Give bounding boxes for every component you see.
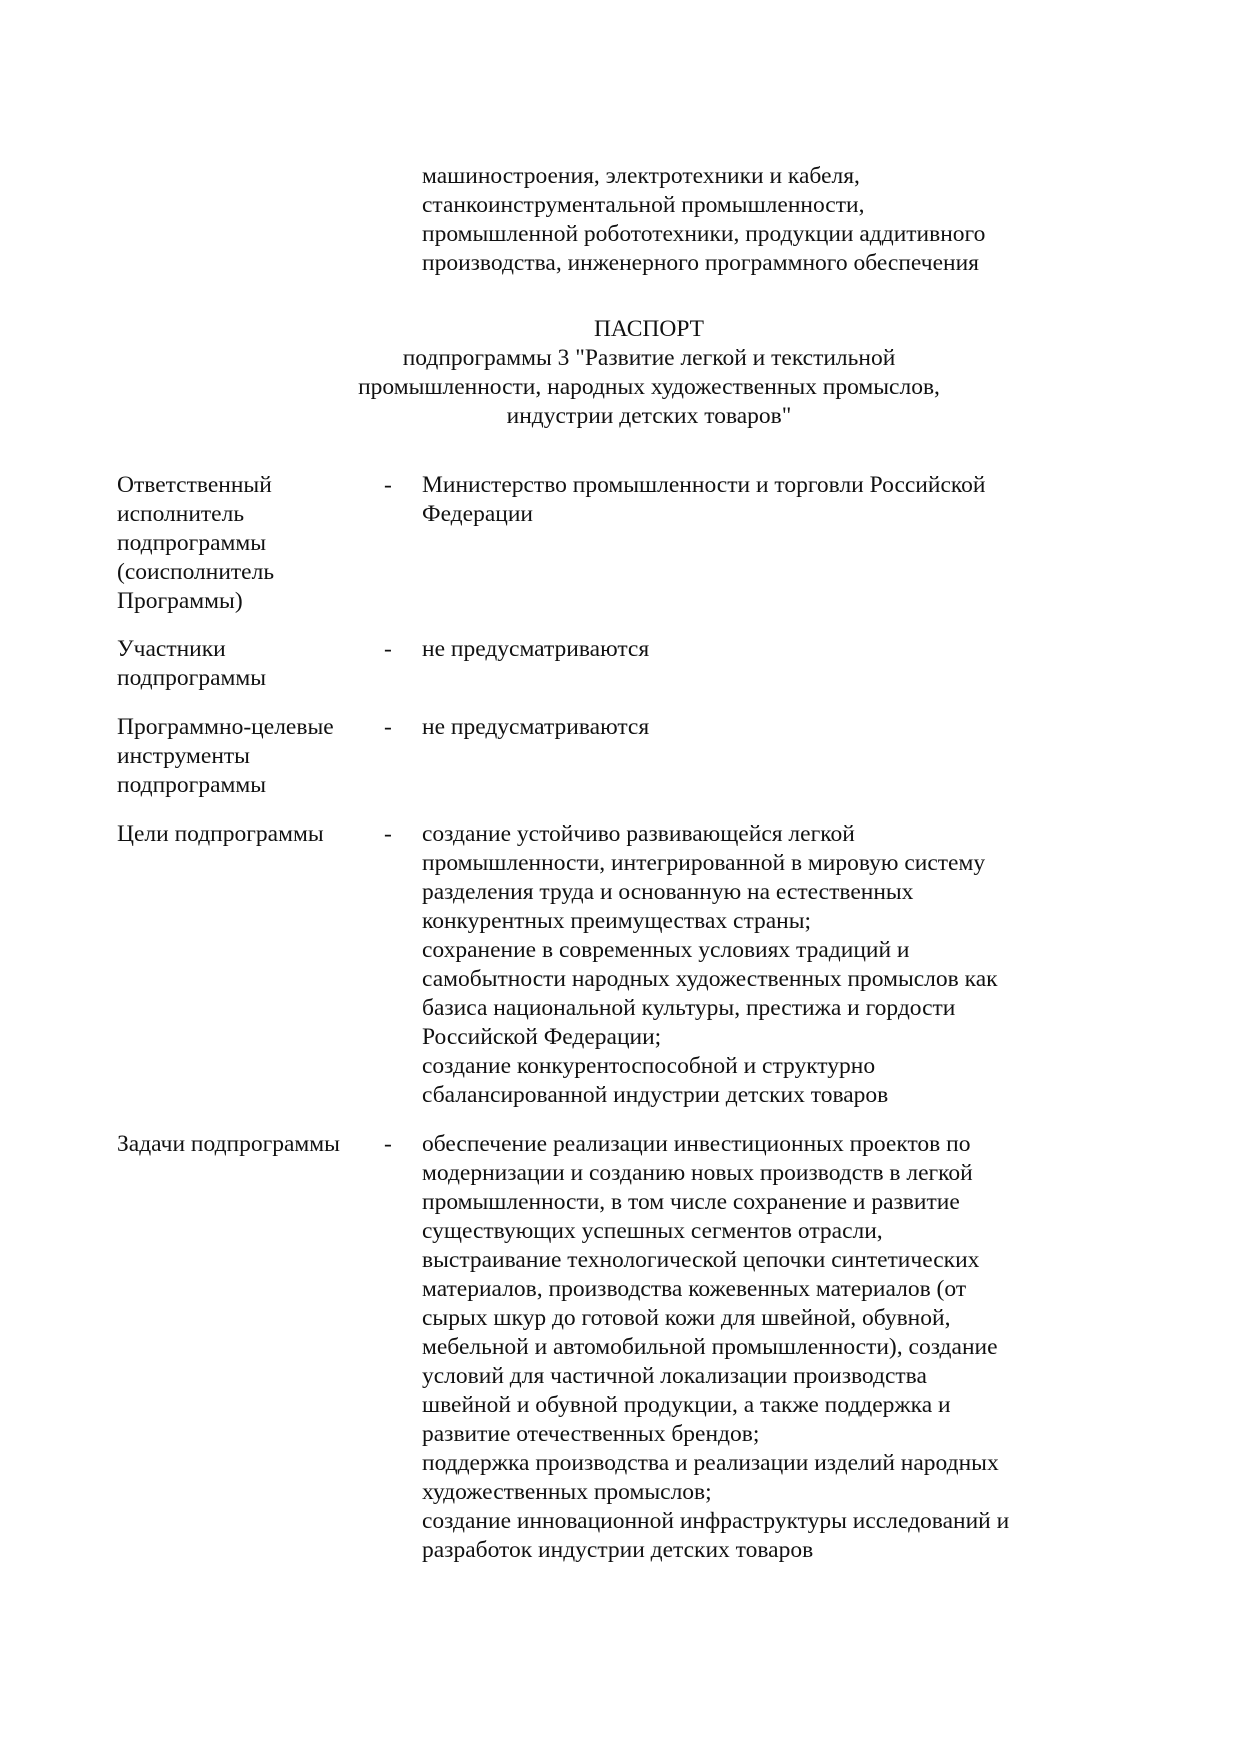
- value-line: создание конкурентоспособной и структурно: [422, 1053, 876, 1079]
- value-line: самобытности народных художественных промыслов как: [422, 966, 998, 992]
- value-line: конкурентных преимуществах страны;: [422, 908, 812, 934]
- value-line: создание инновационной инфраструктуры исследований и: [422, 1508, 1010, 1534]
- value-line: мебельной и автомобильной промышленности), создание: [422, 1334, 998, 1360]
- value-line: разделения труда и основанную на естественных: [422, 879, 914, 905]
- value-line: промышленности, в том числе сохранение и развитие: [422, 1189, 960, 1215]
- row-label: [117, 635, 266, 693]
- label-line: исполнитель: [117, 501, 245, 527]
- dash-separator: -: [384, 1131, 392, 1157]
- subtitle-line: промышленности, народных художественных промыслов,: [358, 374, 940, 400]
- label-line: Ответственный: [117, 472, 272, 498]
- value-line: условий для частичной локализации производства: [422, 1363, 927, 1389]
- intro-line: станкоинструментальной промышленности,: [422, 192, 865, 218]
- value-line: выстраивание технологической цепочки синтетических: [422, 1247, 980, 1273]
- value-line: базиса национальной культуры, престижа и гордости: [422, 995, 956, 1021]
- value-line: швейной и обувной продукции, а также поддержка и: [422, 1392, 951, 1418]
- value-line: обеспечение реализации инвестиционных проектов по: [422, 1131, 971, 1157]
- subtitle-line: подпрограммы 3 "Развитие легкой и текстильной: [402, 345, 896, 371]
- value-line: разработок индустрии детских товаров: [422, 1537, 814, 1563]
- intro-line: машиностроения, электротехники и кабеля,: [422, 163, 860, 189]
- label-line: инструменты: [117, 743, 250, 769]
- row-label: [117, 820, 324, 849]
- intro-line: промышленной робототехники, продукции аддитивного: [422, 221, 986, 247]
- row-value: [422, 713, 649, 742]
- label-line: Программы): [117, 588, 243, 614]
- passport-subtitle: [200, 344, 1098, 431]
- value-line: сбалансированной индустрии детских товаров: [422, 1082, 889, 1108]
- value-line: материалов, производства кожевенных материалов (от: [422, 1276, 967, 1302]
- label-line: Программно-целевые: [117, 714, 334, 740]
- value-line: не предусматриваются: [422, 714, 650, 740]
- value-line: существующих успешных сегментов отрасли,: [422, 1218, 883, 1244]
- value-line: промышленности, интегрированной в мировую систему: [422, 850, 986, 876]
- dash-separator: -: [384, 636, 392, 662]
- passport-heading: [200, 315, 1098, 431]
- label-line: подпрограммы: [117, 772, 267, 798]
- label-line: подпрограммы: [117, 665, 267, 691]
- intro-paragraph: [422, 162, 985, 278]
- dash-separator: -: [384, 714, 392, 740]
- value-line: поддержка производства и реализации изделий народных: [422, 1450, 999, 1476]
- value-line: Министерство промышленности и торговли Российской: [422, 472, 986, 498]
- passport-title: ПАСПОРТ: [593, 316, 705, 342]
- label-line: подпрограммы: [117, 530, 267, 556]
- value-line: сохранение в современных условиях традиций и: [422, 937, 910, 963]
- subtitle-line: индустрии детских товаров": [506, 403, 792, 429]
- row-label: [117, 713, 334, 800]
- value-line: не предусматриваются: [422, 636, 650, 662]
- row-value: [422, 471, 985, 529]
- row-value: [422, 1130, 1009, 1565]
- label-line: (соисполнитель: [117, 559, 275, 585]
- dash-separator: -: [384, 821, 392, 847]
- label-line: Задачи подпрограммы: [117, 1131, 340, 1157]
- value-line: художественных промыслов;: [422, 1479, 712, 1505]
- row-label: [117, 1130, 340, 1159]
- row-label: [117, 471, 274, 616]
- value-line: модернизации и созданию новых производств в легкой: [422, 1160, 973, 1186]
- label-line: Участники: [117, 636, 226, 662]
- value-line: развитие отечественных брендов;: [422, 1421, 760, 1447]
- label-line: Цели подпрограммы: [117, 821, 324, 847]
- value-line: создание устойчиво развивающейся легкой: [422, 821, 855, 847]
- row-value: [422, 820, 998, 1110]
- value-line: Федерации: [422, 501, 533, 527]
- value-line: сырых шкур до готовой кожи для швейной, обувной,: [422, 1305, 951, 1331]
- row-value: [422, 635, 649, 664]
- dash-separator: -: [384, 472, 392, 498]
- value-line: Российской Федерации;: [422, 1024, 662, 1050]
- intro-line: производства, инженерного программного обеспечения: [422, 250, 979, 276]
